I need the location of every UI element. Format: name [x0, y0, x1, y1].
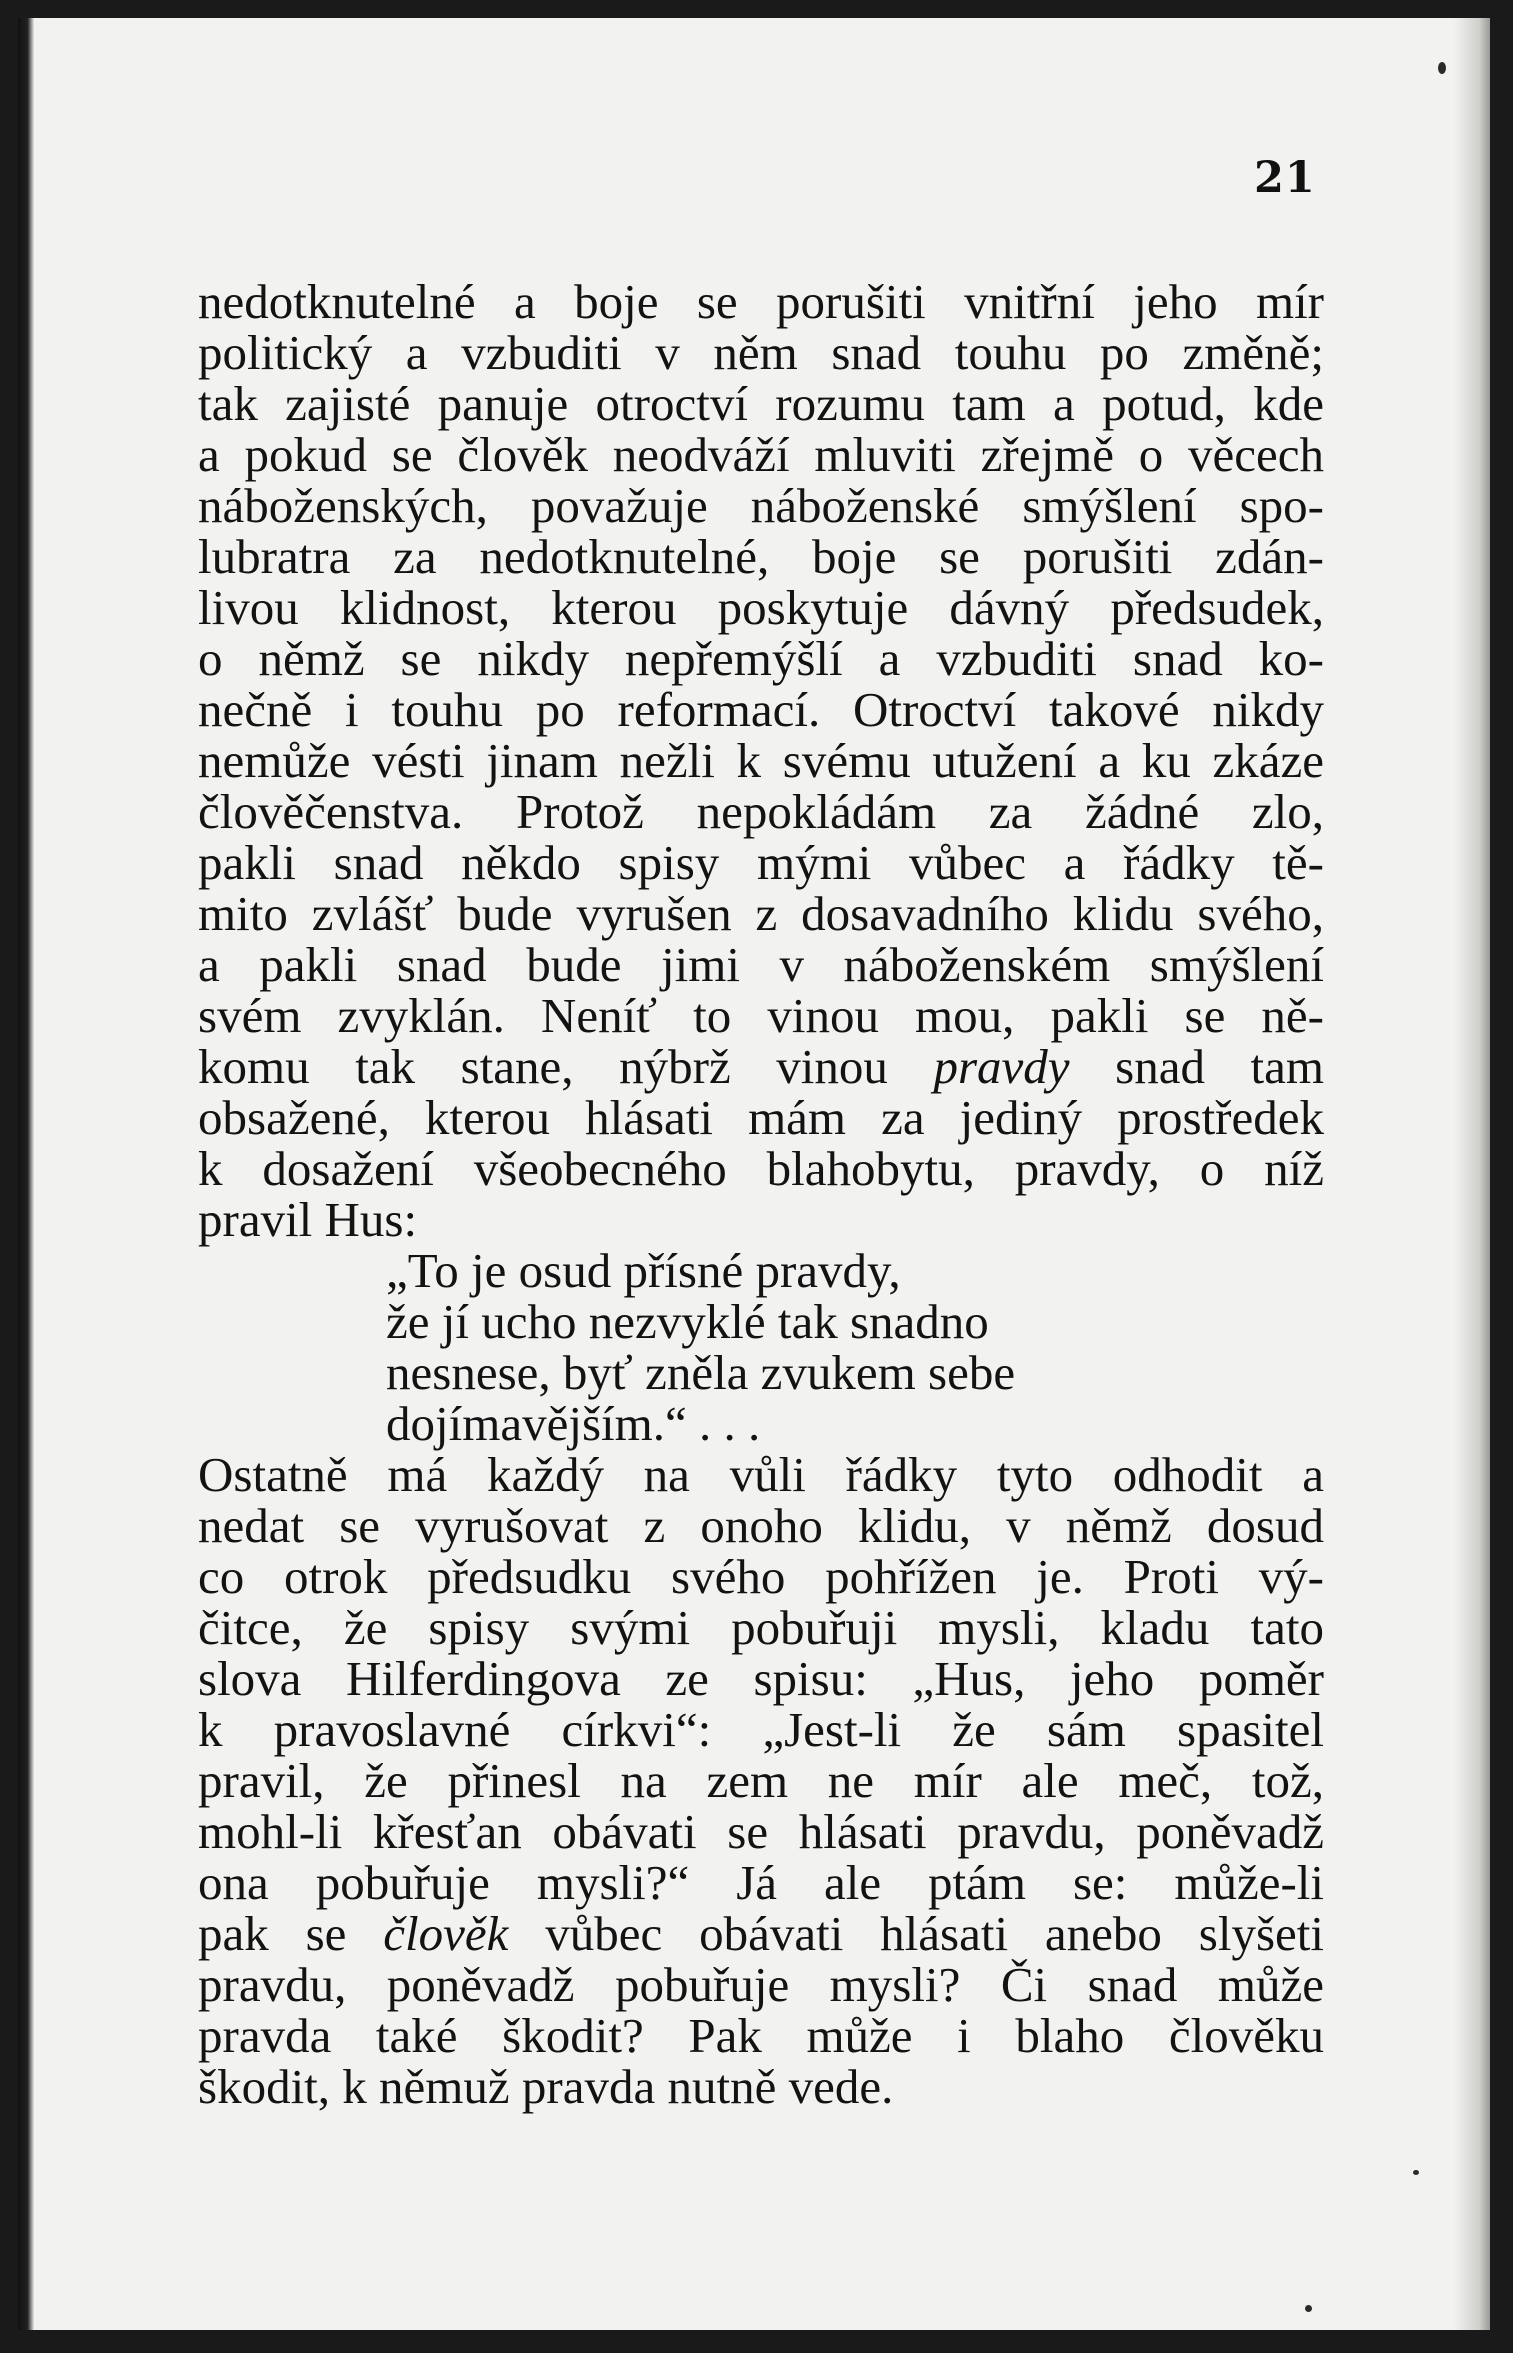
line-segment: vůbec obávati hlásati anebo slyšeti: [508, 1906, 1324, 1961]
text-line: nemůže vésti jinam nežli k svému utužení a ku zkáze: [198, 733, 1324, 788]
line-segment: snad tam: [1069, 1039, 1324, 1094]
body-text: [198, 276, 1324, 2112]
text-line: čitce, že spisy svými pobuřuji mysli, kladu tato: [198, 1600, 1324, 1655]
line-segment: pak se: [198, 1906, 384, 1961]
text-line: ona pobuřuje mysli?“ Já ale ptám se: může-li: [198, 1855, 1324, 1910]
text-line: o němž se nikdy nepřemýšlí a vzbuditi snad ko-: [198, 631, 1324, 686]
quote-line: dojímavějším.“ . . .: [386, 1396, 761, 1451]
text-line: mito zvlášť bude vyrušen z dosavadního klidu svého,: [198, 886, 1324, 941]
print-speck: [1305, 2305, 1312, 2312]
text-line: nečně i touhu po reformací. Otroctví takové nikdy: [198, 682, 1324, 737]
print-speck: [1413, 2170, 1419, 2175]
page-edge-shadow: [1454, 18, 1490, 2330]
text-line: k dosažení všeobecného blahobytu, pravdy, o níž: [198, 1141, 1324, 1196]
text-line: pravdu, poněvadž pobuřuje mysli? Či snad může: [198, 1957, 1324, 2012]
text-line: škodit, k němuž pravda nutně vede.: [198, 2059, 894, 2114]
text-line: mohl-li křesťan obávati se hlásati pravdu, poněvadž: [198, 1804, 1324, 1859]
text-line-with-emphasis: [198, 1908, 1324, 1959]
text-line: pravda také škodit? Pak může i blaho člověku: [198, 2008, 1324, 2063]
text-line: co otrok předsudku svého pohřížen je. Proti vý-: [198, 1549, 1324, 1604]
text-line: a pokud se člověk neodváží mluviti zřejmě o věcech: [198, 427, 1324, 482]
text-line: nedat se vyrušovat z onoho klidu, v němž dosud: [198, 1498, 1324, 1553]
page-number: 21: [1254, 153, 1316, 203]
text-line: tak zajisté panuje otroctví rozumu tam a potud, kde: [198, 376, 1324, 431]
text-line: lubratra za nedotknutelné, boje se porušiti zdán-: [198, 529, 1324, 584]
text-line: Ostatně má každý na vůli řádky tyto odhodit a: [198, 1447, 1324, 1502]
text-line: obsažené, kterou hlásati mám za jediný prostředek: [198, 1090, 1324, 1145]
text-line: a pakli snad bude jimi v náboženském smýšlení: [198, 937, 1324, 992]
text-line: slova Hilferdingova ze spisu: „Hus, jeho poměr: [198, 1651, 1324, 1706]
quote-line: „To je osud přísné pravdy,: [386, 1243, 901, 1298]
emphasized-word: pravdy: [933, 1039, 1070, 1094]
emphasized-word: člověk: [383, 1906, 509, 1961]
text-line: člověčenstva. Protož nepokládám za žádné zlo,: [198, 784, 1324, 839]
text-line: pravil Hus:: [198, 1192, 418, 1247]
quote-line: nesnese, byť zněla zvukem sebe: [386, 1345, 1016, 1400]
text-line: nedotknutelné a boje se porušiti vnitřní jeho mír: [198, 274, 1324, 329]
line-segment: komu tak stane, nýbrž vinou: [198, 1039, 934, 1094]
text-line: pravil, že přinesl na zem ne mír ale meč, tož,: [198, 1753, 1324, 1808]
text-line-with-emphasis: [198, 1041, 1324, 1092]
text-line: livou klidnost, kterou poskytuje dávný předsudek,: [198, 580, 1324, 635]
text-line: svém zvyklán. Neníť to vinou mou, pakli se ně-: [198, 988, 1324, 1043]
text-line: politický a vzbuditi v něm snad touhu po změně;: [198, 325, 1324, 380]
print-speck: [1438, 62, 1446, 74]
book-page: [18, 18, 1490, 2330]
text-line: pakli snad někdo spisy mými vůbec a řádky tě-: [198, 835, 1324, 890]
book-spine-shadow: [18, 18, 34, 2330]
quote-line: že jí ucho nezvyklé tak snadno: [386, 1294, 989, 1349]
text-line: k pravoslavné církvi“: „Jest-li že sám spasitel: [198, 1702, 1324, 1757]
text-line: náboženských, považuje náboženské smýšlení spo-: [198, 478, 1324, 533]
